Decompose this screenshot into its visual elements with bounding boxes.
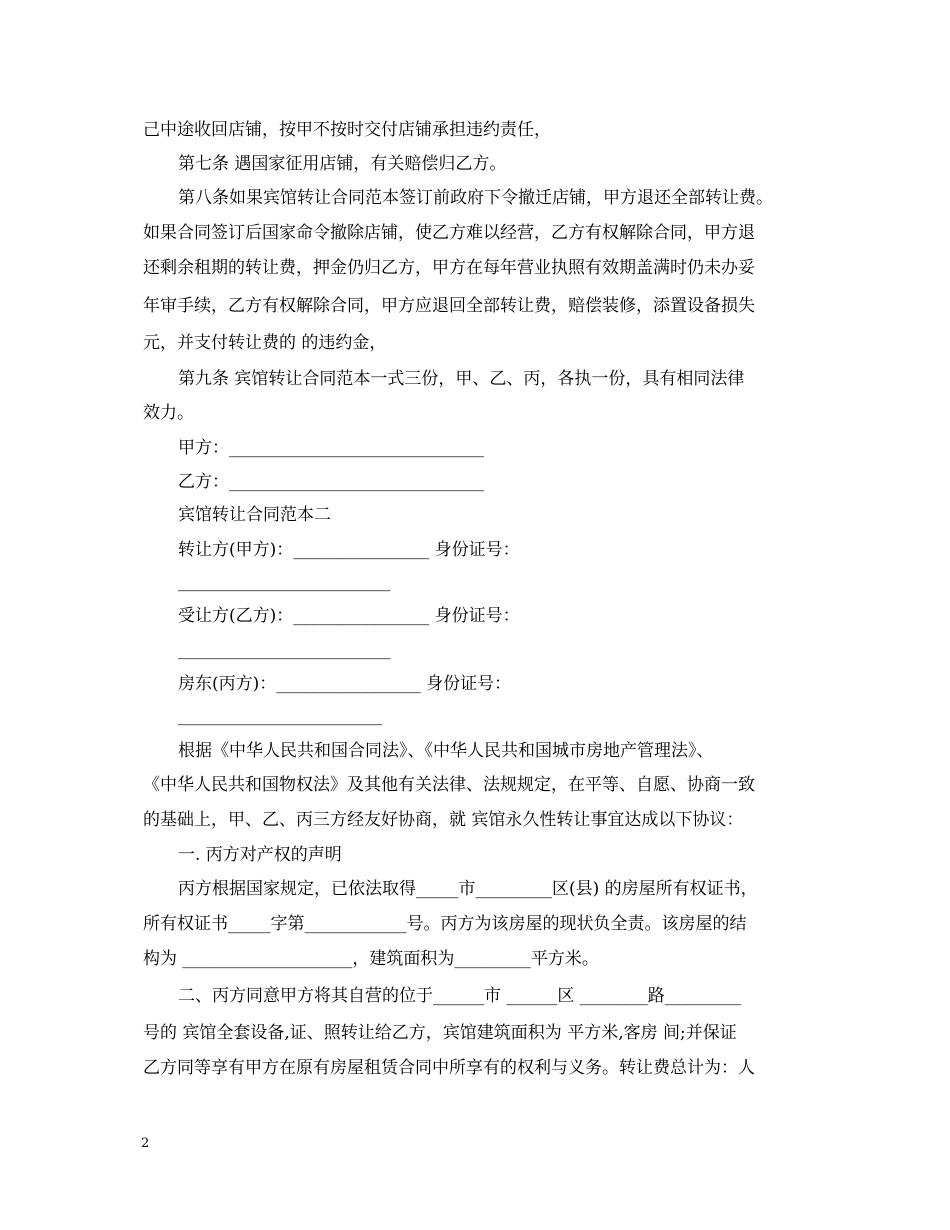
text-line: 号的 宾馆全套设备,证、照转让给乙方，宾馆建筑面积为 平方米,客房 间;并保证 — [143, 1023, 737, 1043]
blank-line: _________________________ — [178, 572, 391, 592]
clause-text: 丙方根据国家规定，已依法取得_____市_________区(县) 的房屋所有权证书， — [178, 879, 758, 899]
party-b-signature-line: 乙方：______________________________ — [178, 472, 484, 492]
text-line: 己中途收回店铺，按甲不按时交付店铺承担违约责任， — [143, 120, 551, 140]
text-line: 乙方同等享有甲方在原有房屋租赁合同中所享有的权利与义务。转让费总计为：人 — [143, 1058, 755, 1078]
article-7: 第七条 遇国家征用店铺，有关赔偿归乙方。 — [178, 154, 507, 174]
text-line: 的基础上，甲、乙、丙三方经友好协商，就 宾馆永久性转让事宜达成以下协议： — [143, 810, 744, 830]
transferee-line: 受让方(乙方)：________________ 身份证号： — [178, 606, 520, 626]
article-8: 第八条如果宾馆转让合同范本签订前政府下令撤迁店铺，甲方退还全部转让费。 — [178, 188, 773, 208]
blank-line: _________________________ — [178, 640, 391, 660]
text-line: 效力。 — [143, 403, 194, 423]
text-line: 构为 ____________________，建筑面积为_________平方米。 — [143, 949, 599, 969]
section-title: 宾馆转让合同范本二 — [178, 505, 331, 525]
party-a-signature-line: 甲方：______________________________ — [178, 438, 484, 458]
transferor-line: 转让方(甲方)：________________ 身份证号： — [178, 540, 520, 560]
text-line: 还剩余租期的转让费，押金仍归乙方，甲方在每年营业执照有效期盖满时仍未办妥 — [143, 258, 755, 278]
page-number: 2 — [141, 1136, 150, 1151]
clause-text: 二、丙方同意甲方将其自营的位于______市 ______区 ________路_________ — [178, 986, 742, 1006]
text-line: 年审手续，乙方有权解除合同，甲方应退回全部转让费，赔偿装修，添置设备损失 — [143, 296, 755, 316]
text-line: 如果合同签订后国家命令撤除店铺，使乙方难以经营，乙方有权解除合同，甲方退 — [143, 223, 755, 243]
text-line: 《中华人民共和国物权法》及其他有关法律、法规规定，在平等、自愿、协商一致 — [143, 775, 755, 795]
blank-line: ________________________ — [178, 706, 382, 726]
text-line: 元，并支付转让费的 的违约金， — [143, 333, 387, 353]
text-line: 所有权证书_____字第____________号。丙方为该房屋的现状负全责。该房屋的结 — [143, 914, 747, 934]
article-9: 第九条 宾馆转让合同范本一式三份，甲、乙、丙，各执一份，具有相同法律 — [178, 369, 745, 389]
landlord-line: 房东(丙方)：_________________ 身份证号： — [178, 674, 512, 694]
clause-heading: 一. 丙方对产权的声明 — [178, 845, 342, 865]
preamble-line: 根据《中华人民共和国合同法》、《中华人民共和国城市房地产管理法》、 — [178, 741, 714, 761]
